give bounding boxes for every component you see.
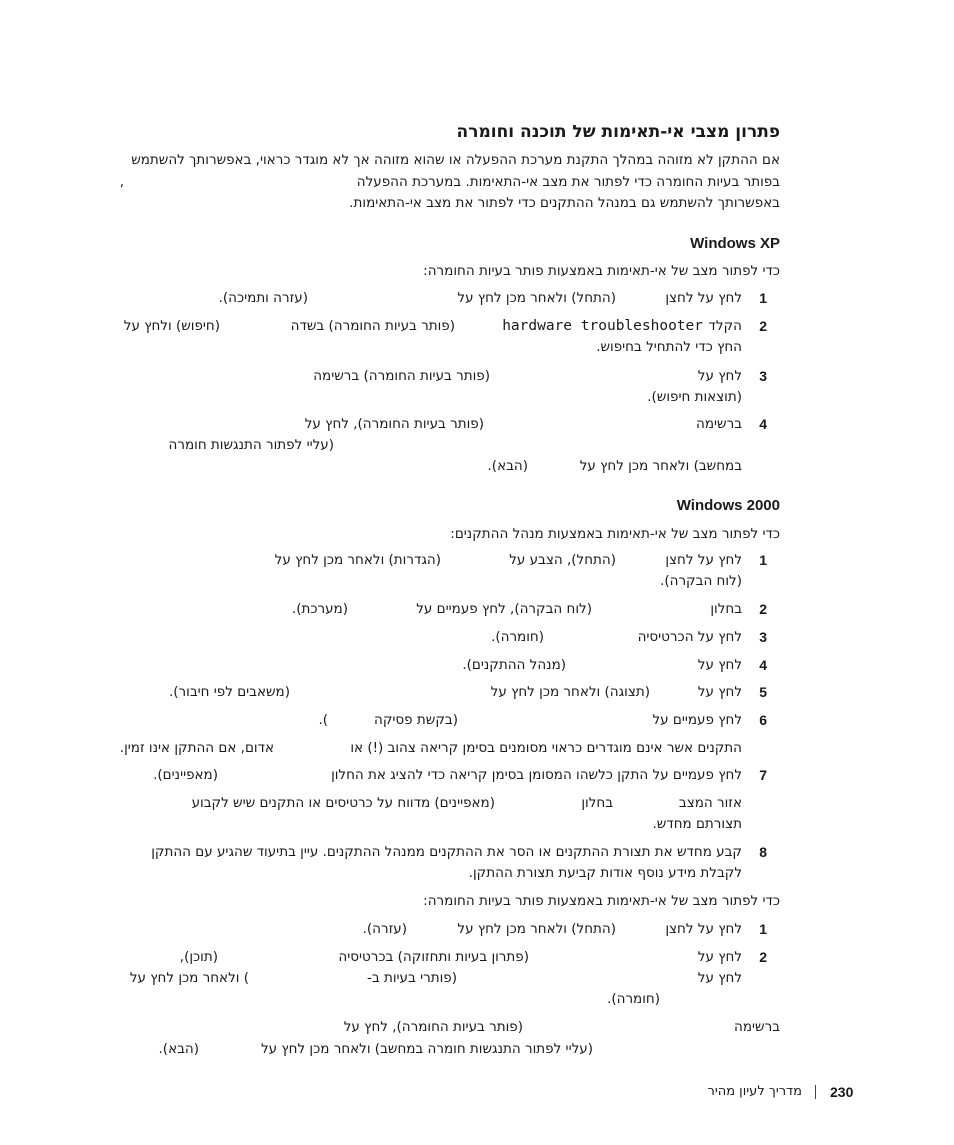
page-number: 230 xyxy=(830,1084,854,1100)
w2k-lead-2: כדי לפתור מצב של אי-תאימות באמצעות פותר בעיות החומרה: xyxy=(423,893,780,909)
footer-label: מדריך לעיון מהיר xyxy=(707,1084,802,1099)
xp-step-4-line-2: (עליי לפתור התנגשות חומרה xyxy=(168,437,334,453)
w2k-step-4-number: 4 xyxy=(759,657,767,673)
xp-step-1-text-c: (עזרה ותמיכה). xyxy=(218,290,308,306)
w2k-step-2-text-a: בחלון xyxy=(710,601,742,617)
w2k-ts-step-1-text-a: לחץ על לחצן xyxy=(665,921,742,937)
intro-line-1: אם ההתקן לא מזוהה במהלך התקנת מערכת ההפעלה או שהוא מזוהה אך לא מוגדר כראוי, באפשרותך להשתמש xyxy=(131,152,780,168)
w2k-step-7-text-a: לחץ פעמיים על התקן כלשהו המסומן בסימן קריאה כדי להציג את החלון xyxy=(331,767,742,783)
footer-divider xyxy=(815,1085,816,1099)
xp-lead: כדי לפתור מצב של אי-תאימות באמצעות פותר בעיות החומרה: xyxy=(423,263,780,279)
w2k-step-5-text-b: (תצוגה) ולאחר מכן לחץ על xyxy=(490,684,650,700)
w2k-step-1-line-2: (לוח הבקרה). xyxy=(660,573,742,589)
w2k-ts-step-2-text-a: לחץ על xyxy=(697,949,742,965)
w2k-note-line: התקנים אשר אינם מוגדרים כראוי מסומנים בסימן קריאה צהוב (!) או xyxy=(350,740,742,756)
xp-step-3-text-b: (פותר בעיות החומרה) ברשימה xyxy=(313,368,490,384)
w2k-step-7-number: 7 xyxy=(759,767,767,783)
xp-step-2-text-c: (חיפוש) ולחץ על xyxy=(123,318,220,334)
xp-step-3-line-2: (תוצאות חיפוש). xyxy=(647,389,742,405)
page-title: פתרון מצבי אי-תאימות של תוכנה וחומרה xyxy=(456,122,780,142)
w2k-step-5-number: 5 xyxy=(759,684,767,700)
w2k-step-6-number: 6 xyxy=(759,712,767,728)
w2k-step-2-number: 2 xyxy=(759,601,767,617)
w2k-step-4-text-a: לחץ על xyxy=(697,657,742,673)
xp-step-2-line-2: החץ כדי להתחיל בחיפוש. xyxy=(596,339,742,355)
xp-step-2-text-b: (פותר בעיות החומרה) בשדה xyxy=(290,318,455,334)
w2k-step-3-text-a: לחץ על הכרטיסיה xyxy=(637,629,742,645)
xp-step-1-number: 1 xyxy=(759,290,767,306)
w2k-ts-step-1-text-c: (עזרה). xyxy=(362,921,407,937)
xp-step-4-line-3-b: (הבא). xyxy=(487,458,528,474)
xp-step-4-number: 4 xyxy=(759,416,767,432)
w2k-ts-step-1-number: 1 xyxy=(759,921,767,937)
w2k-ts-step-1-text-b: (התחל) ולאחר מכן לחץ על xyxy=(457,921,616,937)
xp-step-1-text-b: (התחל) ולאחר מכן לחץ על xyxy=(457,290,616,306)
w2k-heading: Windows 2000 xyxy=(676,497,780,514)
w2k-step-7-text-b: (מאפיינים). xyxy=(153,767,218,783)
intro-comma: , xyxy=(119,174,124,190)
xp-step-2-command: hardware troubleshooter xyxy=(502,318,703,334)
w2k-status-text-a: אזור המצב xyxy=(678,795,742,811)
xp-step-4-text-b: (פותר בעיות החומרה), לחץ על xyxy=(304,416,484,432)
w2k-step-1-text-a: לחץ על לחצן xyxy=(665,552,742,568)
w2k-ts-step-2-text-b: (פתרון בעיות ותחזוקה) בכרטיסיה xyxy=(338,949,529,965)
xp-step-4-line-3-a: במחשב) ולאחר מכן לחץ על xyxy=(579,458,742,474)
w2k-step-6-text-a: לחץ פעמיים על xyxy=(652,712,742,728)
xp-heading: Windows XP xyxy=(690,235,780,252)
w2k-step-3-number: 3 xyxy=(759,629,767,645)
w2k-status-text-b: בחלון xyxy=(581,795,613,811)
xp-step-4-text-a: ברשימה xyxy=(696,416,742,432)
xp-step-1-text-a: לחץ על לחצן xyxy=(665,290,742,306)
w2k-step-6-text-b: (בקשת פסיקה xyxy=(374,712,458,728)
xp-step-3-text-a: לחץ על xyxy=(697,368,742,384)
w2k-ts-step-2-text-c: (תוכן), xyxy=(179,949,218,965)
w2k-step-3-text-b: (חומרה). xyxy=(491,629,544,645)
xp-step-2-number: 2 xyxy=(759,318,767,334)
w2k-ts-step-2-number: 2 xyxy=(759,949,767,965)
w2k-status-line-2: תצורתם מחדש. xyxy=(652,816,742,832)
w2k-step-1-text-b: (התחל), הצבע על xyxy=(509,552,616,568)
w2k-step-8-number: 8 xyxy=(759,844,767,860)
w2k-ts-step-3-text-a: ברשימה xyxy=(734,1019,780,1035)
w2k-step-1-number: 1 xyxy=(759,552,767,568)
w2k-note-line-b: אדום, אם ההתקן אינו זמין. xyxy=(119,740,274,756)
intro-line-3: באפשרותך להשתמש גם במנהל ההתקנים כדי לפתור את מצב אי-התאימות. xyxy=(349,195,780,211)
w2k-ts-step-3-line-2-a: (עליי לפתור התנגשות חומרה במחשב) ולאחר מכן לחץ על xyxy=(260,1041,593,1057)
w2k-lead: כדי לפתור מצב של אי-תאימות באמצעות מנהל ההתקנים: xyxy=(450,526,780,542)
w2k-ts-step-2-line-3: (חומרה). xyxy=(607,991,660,1007)
w2k-step-6-text-c: ). xyxy=(318,712,328,728)
xp-step-2-text-a: הקלד xyxy=(708,318,742,334)
w2k-step-4-text-b: (מנהל ההתקנים). xyxy=(462,657,566,673)
w2k-ts-step-2-line-2-a: לחץ על xyxy=(697,970,742,986)
xp-step-3-number: 3 xyxy=(759,368,767,384)
w2k-step-2-text-b: (לוח הבקרה), לחץ פעמיים על xyxy=(416,601,592,617)
w2k-status-text-c: (מאפיינים) מדווח על כרטיסים או התקנים שיש לקבוע xyxy=(191,795,495,811)
w2k-ts-step-3-line-2-b: (הבא). xyxy=(158,1041,199,1057)
w2k-step-8-text-a: קבע מחדש את תצורת ההתקנים או הסר את ההתקנים ממנהל ההתקנים. עיין בתיעוד שהגיע עם ההתקן xyxy=(151,844,742,860)
w2k-step-5-text-c: (משאבים לפי חיבור). xyxy=(168,684,290,700)
w2k-ts-step-3-text-b: (פותר בעיות החומרה), לחץ על xyxy=(343,1019,523,1035)
w2k-ts-step-2-line-2-b: (פותרי בעיות ב- xyxy=(367,970,457,986)
intro-line-2: בפותר בעיות החומרה כדי לפתור את מצב אי-התאימות. במערכת ההפעלה xyxy=(356,174,780,190)
w2k-step-1-text-c: (הגדרות) ולאחר מכן לחץ על xyxy=(274,552,441,568)
w2k-step-8-line-2: לקבלת מידע נוסף אודות קביעת תצורת ההתקן. xyxy=(468,865,742,881)
w2k-step-2-text-c: (מערכת). xyxy=(291,601,348,617)
w2k-step-5-text-a: לחץ על xyxy=(697,684,742,700)
w2k-ts-step-2-line-2-c: ) ולאחר מכן לחץ על xyxy=(129,970,249,986)
